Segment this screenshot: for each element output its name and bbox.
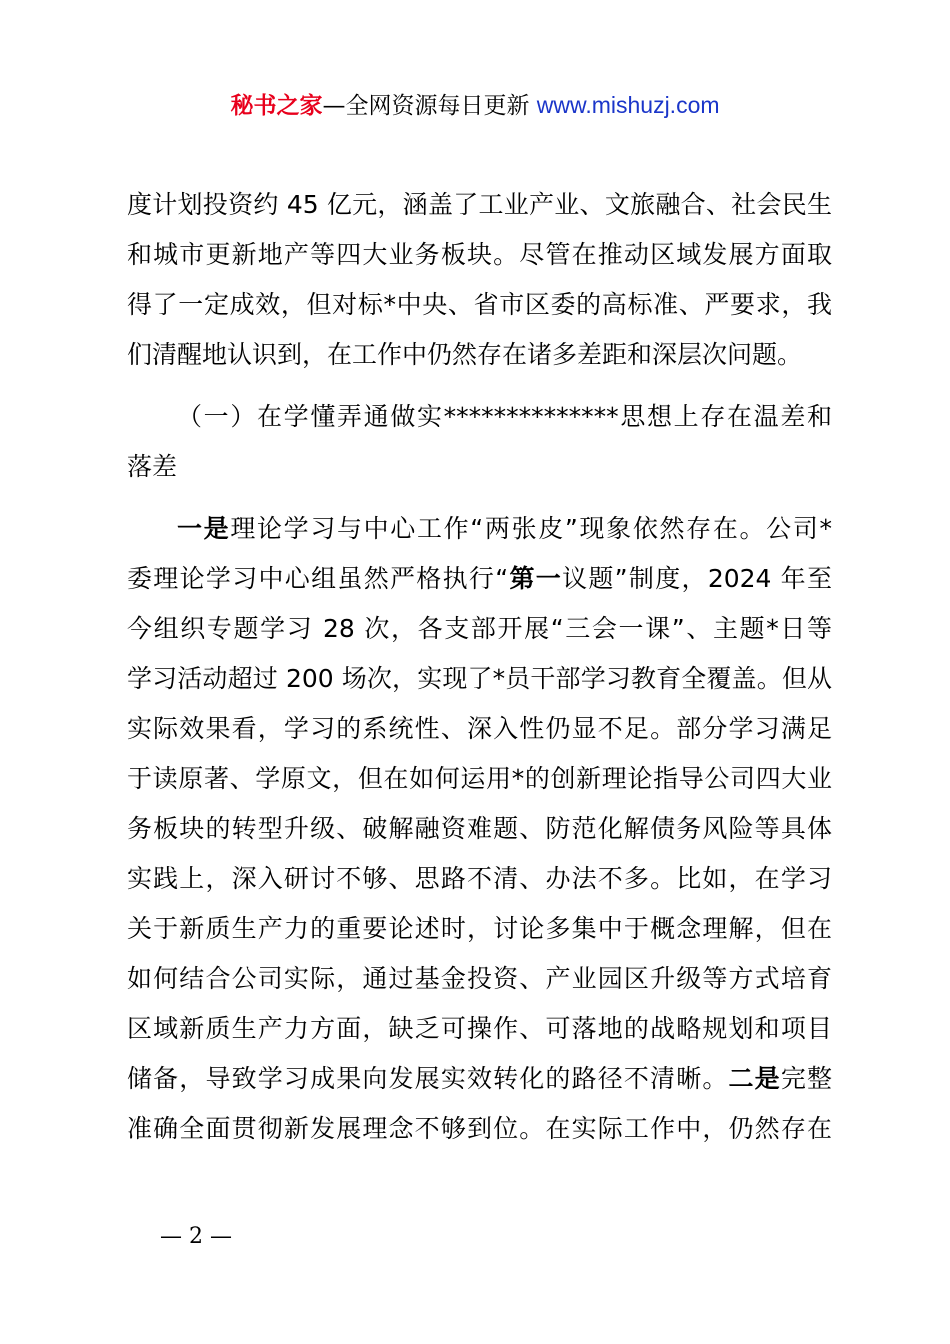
heading-line: （一）在学懂弄通做实**************思想上存在温差和 xyxy=(177,402,832,431)
text-line: 准确全面贯彻新发展理念不够到位。在实际工作中，仍然存在 xyxy=(127,1114,832,1143)
paragraph-intro xyxy=(127,180,832,380)
text-line: 学习活动超过 200 场次，实现了*员干部学习教育全覆盖。但从 xyxy=(127,664,832,693)
text-line: 区域新质生产力方面，缺乏可操作、可落地的战略规划和项目 xyxy=(127,1014,832,1043)
text-line: 度计划投资约 45 亿元，涵盖了工业产业、文旅融合、社会民生 xyxy=(127,190,832,219)
text-line: 实际效果看，学习的系统性、深入性仍显不足。部分学习满足 xyxy=(127,714,832,743)
bold-marker: 二是 xyxy=(728,1064,781,1093)
text-line: 务板块的转型升级、破解融资难题、防范化解债务风险等具体 xyxy=(127,814,832,843)
brand-name: 秘书之家 xyxy=(230,93,323,119)
bold-marker: 一是 xyxy=(177,514,231,543)
text-line: 们清醒地认识到，在工作中仍然存在诸多差距和深层次问题。 xyxy=(127,340,803,369)
site-header xyxy=(0,88,950,123)
page-number: — 2 — xyxy=(160,1224,232,1249)
text-line: 和城市更新地产等四大业务板块。尽管在推动区域发展方面取 xyxy=(127,240,832,269)
text-line: 今组织专题学习 28 次，各支部开展“三会一课”、主题*日等 xyxy=(127,614,832,643)
text-line: 储备，导致学习成果向发展实效转化的路径不清晰。二是完整 xyxy=(127,1064,832,1093)
text-line: 委理论学习中心组虽然严格执行“第一议题”制度，2024 年至 xyxy=(127,564,832,593)
paragraph-point-one xyxy=(127,504,832,1154)
text-line: 于读原著、学原文，但在如何运用*的创新理论指导公司四大业 xyxy=(127,764,832,793)
site-url-link[interactable]: www.mishuzj.com xyxy=(536,92,720,118)
text-line: 实践上，深入研讨不够、思路不清、办法不多。比如，在学习 xyxy=(127,864,832,893)
text-line: 得了一定成效，但对标*中央、省市区委的高标准、严要求，我 xyxy=(127,290,832,319)
bold-marker: 第一 xyxy=(508,564,563,593)
text-line: 如何结合公司实际，通过基金投资、产业园区升级等方式培育 xyxy=(127,964,832,993)
heading-line: 落差 xyxy=(127,452,178,481)
text-line: 关于新质生产力的重要论述时，讨论多集中于概念理解，但在 xyxy=(127,914,832,943)
header-slogan: —全网资源每日更新 xyxy=(322,93,537,119)
text-line: 一是理论学习与中心工作“两张皮”现象依然存在。公司* xyxy=(177,514,832,543)
section-heading xyxy=(127,392,832,492)
document-body xyxy=(127,180,832,1154)
